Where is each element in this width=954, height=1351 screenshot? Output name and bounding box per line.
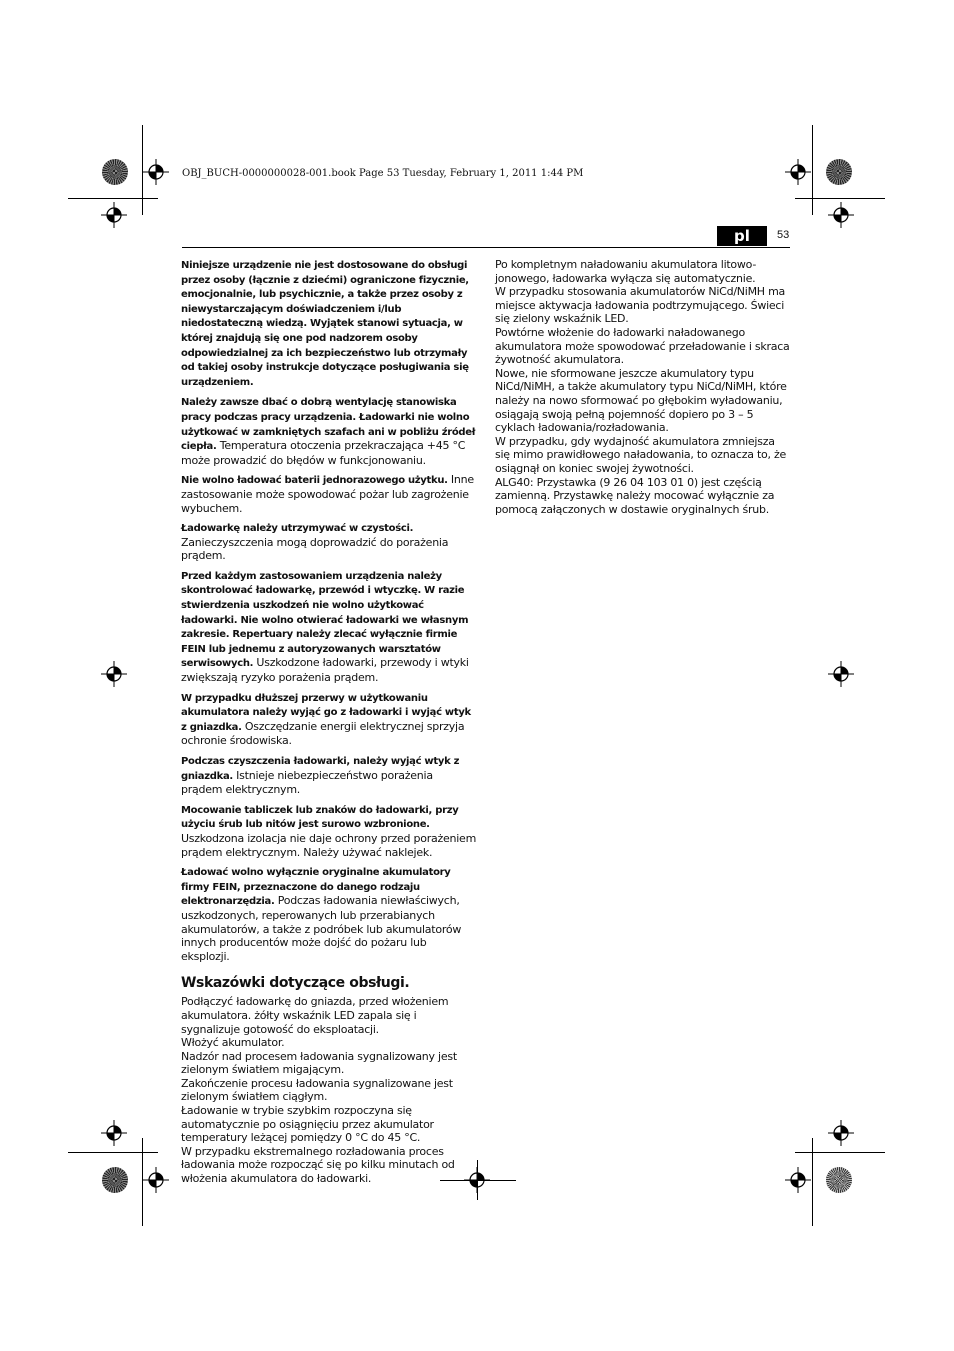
safety-paragraph: Ładować wolno wyłącznie oryginalne akumulatory firmy FEIN, przeznaczone do danego rodzaju elektronarzędzia. Podczas ładowania niewłaściwych, uszkodzonych, reperowanych lub przerabianych akumulatorów, a także z podróbek lub akumulatorów innych producentów może dojść do pożaru lub eksplozji. xyxy=(181,867,462,963)
crop-mark xyxy=(477,1160,478,1200)
registration-target-icon xyxy=(828,661,854,687)
safety-paragraph: Ładowarkę należy utrzymywać w czystości. Zanieczyszczenia mogą doprowadzić do porażenia prądem. xyxy=(181,523,449,563)
safety-paragraph: Mocowanie tabliczek lub znaków do ładowarki, przy użyciu śrub lub nitów jest surowo wzbronione. Uszkodzona izolacja nie daje ochrony przed porażeniem prądem elektrycznym. Należy używać naklejek. xyxy=(181,804,477,859)
crop-mark xyxy=(795,1152,885,1153)
safety-paragraph: Niniejsze urządzenie nie jest dostosowane do obsługi przez osoby (łącznie z dziećmi) ograniczone fizycznie, emocjonalnie, lub psychicznie, a także przez osoby z niewystarczającym doświadczeniem i/lub niedostateczną wiedzą. Wyjątek stanowi sytuacja, w której znajdują się one pod nadzorem osoby odpowiedzialnej za ich bezpieczeństwo lub otrzymały od takiej osoby instrukcje dotyczące posługiwania się urządzeniem. xyxy=(181,260,469,388)
crop-mark xyxy=(68,198,158,199)
safety-paragraph: W przypadku dłuższej przerwy w użytkowaniu akumulatora należy wyjąć go z ładowarki i wyjąć wtyk z gniazdka. Oszczędzanie energii elektrycznej sprzyja ochronie środowiska. xyxy=(181,692,471,748)
instruction-line: W przypadku ekstremalnego rozładowania proces ładowania może rozpocząć się po kilku minutach od włożenia akumulatora do ładowarki. xyxy=(181,1144,455,1186)
info-paragraph: Po kompletnym naładowaniu akumulatora litowo-jonowego, ładowarka wyłącza się automatycznie. xyxy=(495,258,757,285)
instruction-line: Ładowanie w trybie szybkim rozpoczyna się automatycznie po osiągnięciu przez akumulator temperatury leżącej pomiędzy 0 °C do 45 °C. xyxy=(181,1104,434,1145)
language-tab: pl xyxy=(717,226,767,246)
info-paragraph: Powtórne włożenie do ładowarki naładowanego akumulatora może spowodować przeładowanie i skraca żywotność akumulatora. xyxy=(495,325,790,367)
info-paragraph: W przypadku, gdy wydajność akumulatora zmniejsza się mimo prawidłowego naładowania, to oznacza to, że osiągnął on koniec swojej żywotności. xyxy=(495,434,787,475)
instruction-line: Włożyć akumulator. xyxy=(181,1036,285,1050)
registration-target-icon xyxy=(828,202,854,228)
color-rosette-icon xyxy=(826,159,852,185)
registration-target-icon xyxy=(828,1120,854,1146)
safety-paragraph: Należy zawsze dbać o dobrą wentylację stanowiska pracy podczas pracy urządzenia. Ładowarki nie wolno użytkować w zamkniętych szafach ani w pobliżu źródeł ciepła. Temperatura otoczenia przekraczająca +45 °C może prowadzić do błędów w funkcjonowaniu. xyxy=(181,397,476,467)
info-paragraph: Nowe, nie sformowane jeszcze akumulatory typu NiCd/NiMH, a także akumulatory typu NiCd/NiMH, które należy na nowo sformować po głębokim wyładowaniu, osiągają swoją pełną pojemność dopiero po 3 – 5 cyklach ładowania/rozładowania. xyxy=(495,366,787,435)
info-paragraph: ALG40: Przystawka (9 26 04 103 01 0) jest częścią zamienną. Przystawkę należy mocować wyłącznie za pomocą załączonych w dostawie oryginalnych śrub. xyxy=(495,475,775,516)
color-rosette-icon xyxy=(102,1167,128,1193)
registration-target-icon xyxy=(143,1167,169,1193)
section-heading: Wskazówki dotyczące obsługi. xyxy=(181,975,410,992)
file-info-header: OBJ_BUCH-0000000028-001.book Page 53 Tuesday, February 1, 2011 1:44 PM xyxy=(182,168,584,179)
registration-target-icon xyxy=(101,202,127,228)
instruction-line: Nadzór nad procesem ładowania sygnalizowany jest zielonym światłem migającym. xyxy=(181,1049,457,1077)
right-column xyxy=(495,258,791,516)
page-number: 53 xyxy=(777,229,790,241)
color-rosette-icon xyxy=(102,159,128,185)
registration-target-icon xyxy=(101,661,127,687)
header-rule xyxy=(182,247,790,248)
left-column xyxy=(181,258,477,1186)
registration-target-icon xyxy=(785,159,811,185)
safety-paragraph: Przed każdym zastosowaniem urządzenia należy skontrolować ładowarkę, przewód i wtyczkę. W razie stwierdzenia uszkodzeń nie wolno użytkować ładowarki. Nie wolno otwierać ładowarki we własnym zakresie. Repertuary należy zlecać wyłącznie firmie FEIN lub jednemu z autoryzowanych warsztatów serwisowych. Uszkodzone ładowarki, przewody i wtyki zwiększają ryzyko porażenia prądem. xyxy=(181,570,469,685)
crop-mark xyxy=(68,1152,158,1153)
color-rosette-icon xyxy=(826,1167,852,1193)
crop-mark xyxy=(795,198,885,199)
registration-target-icon xyxy=(785,1167,811,1193)
safety-paragraph: Podczas czyszczenia ładowarki, należy wyjąć wtyk z gniazdka. Istnieje niebezpieczeństwo porażenia prądem elektrycznym. xyxy=(181,756,460,797)
registration-target-icon xyxy=(101,1120,127,1146)
info-paragraph: W przypadku stosowania akumulatorów NiCd/NiMH ma miejsce aktywacja ładowania podtrzymującego. Świeci się zielony wskaźnik LED. xyxy=(495,285,786,326)
registration-target-icon xyxy=(143,159,169,185)
instruction-line: Zakończenie procesu ładowania sygnalizowane jest zielonym światłem ciągłym. xyxy=(181,1076,453,1104)
instruction-line: Podłączyć ładowarkę do gniazda, przed włożeniem akumulatora. żółty wskaźnik LED zapala się i sygnalizuje gotowość do eksploatacji. xyxy=(181,995,449,1036)
crop-mark xyxy=(812,125,813,215)
safety-paragraph: Nie wolno ładować baterii jednorazowego użytku. Inne zastosowanie może spowodować pożar lub zagrożenie wybuchem. xyxy=(181,473,474,515)
